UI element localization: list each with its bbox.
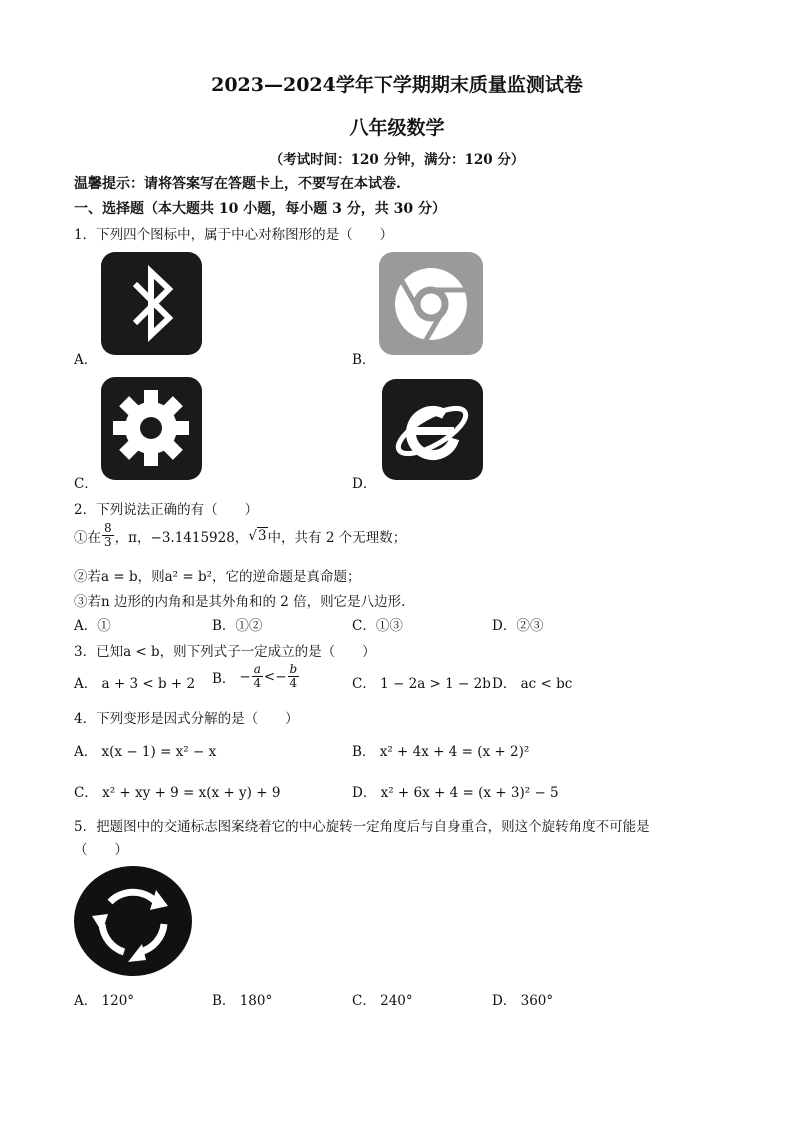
section-heading: 一、选择题（本大题共 10 小题，每小题 3 分，共 30 分） (74, 201, 446, 217)
q3-b-frac-b-den: 4 (289, 676, 298, 691)
q4-option-d: D． x² + 6x + 4 = (x + 3)² − 5 (352, 785, 559, 801)
question-1-stem: 1．下列四个图标中，属于中心对称图形的是（ ） (74, 227, 394, 243)
q2-s1-post: 中，共有 2 个无理数； (267, 529, 407, 546)
q2-option-c: C．①③ (352, 618, 403, 634)
q2-sqrt-radicand: 3 (257, 528, 267, 545)
q3-option-a: A． a + 3 < b + 2 (74, 676, 196, 692)
ie-icon (380, 377, 485, 482)
q3-b-frac-b-num: b (289, 662, 298, 676)
subject-title: 八年级数学 (349, 117, 445, 139)
q5-option-d: D． 360° (492, 993, 554, 1009)
q3-b-lt: <− (263, 668, 287, 685)
reminder: 温馨提示：请将答案写在答题卡上，不要写在本试卷. (74, 176, 401, 192)
question-5-stem: 5．把题图中的交通标志图案绕着它的中心旋转一定角度后与自身重合，则这个旋转角度不可能是 (74, 819, 650, 835)
q3-b-frac-a-num: a (253, 662, 261, 676)
q2-frac-num: 8 (104, 521, 112, 535)
q3-b-frac-b (288, 663, 300, 690)
q2-statement-1 (74, 522, 406, 549)
q5-option-a: A． 120° (74, 993, 135, 1009)
bluetooth-icon (99, 250, 204, 357)
q5-option-b: B． 180° (212, 993, 273, 1009)
q2-frac-den: 3 (104, 535, 112, 550)
question-4-stem: 4．下列变形是因式分解的是（ ） (74, 711, 299, 727)
q1-label-c: C． (74, 476, 98, 492)
q3-option-d: D． ac < bc (492, 676, 573, 692)
q1-label-b: B． (352, 352, 376, 368)
q4-option-a: A． x(x − 1) = x² − x (74, 744, 217, 760)
roundabout-sign-icon (72, 864, 194, 978)
q2-statement-2: ②若a = b，则a² = b²，它的逆命题是真命题； (74, 569, 361, 585)
q3-b-minus: − (239, 668, 251, 685)
q3-option-c: C． 1 − 2a > 1 − 2b (352, 676, 491, 692)
q2-option-b: B．①② (212, 618, 263, 634)
q1-label-d: D． (352, 476, 377, 492)
q4-option-b: B． x² + 4x + 4 = (x + 2)² (352, 744, 530, 760)
q2-s1-mid: ，π，−3.1415928， (114, 529, 249, 546)
q3-b-frac-a (252, 663, 263, 690)
q2-s1-pre: ①在 (74, 529, 101, 546)
q2-sqrt-sign: √ (248, 527, 257, 544)
q2-fraction (102, 522, 114, 549)
q1-label-a: A． (74, 352, 98, 368)
q3-option-b (212, 663, 300, 690)
question-5-stem-cont: （ ） (74, 842, 128, 858)
question-3-stem: 3．已知a < b，则下列式子一定成立的是（ ） (74, 644, 376, 660)
q2-statement-3: ③若n 边形的内角和是其外角和的 2 倍，则它是八边形. (74, 594, 406, 610)
q2-option-d: D．②③ (492, 618, 544, 634)
exam-title: 2023—2024学年下学期期末质量监测试卷 (211, 74, 583, 96)
q3-b-label: B． (212, 670, 236, 687)
chrome-icon (377, 250, 485, 357)
q5-option-c: C． 240° (352, 993, 413, 1009)
gear-icon (99, 375, 204, 482)
q2-option-a: A．① (74, 618, 111, 634)
q3-b-frac-a-den: 4 (253, 676, 262, 691)
exam-info: （考试时间：120 分钟，满分：120 分） (269, 152, 525, 168)
question-2-stem: 2．下列说法正确的有（ ） (74, 502, 259, 518)
q4-option-c: C． x² + xy + 9 = x(x + y) + 9 (74, 785, 281, 801)
